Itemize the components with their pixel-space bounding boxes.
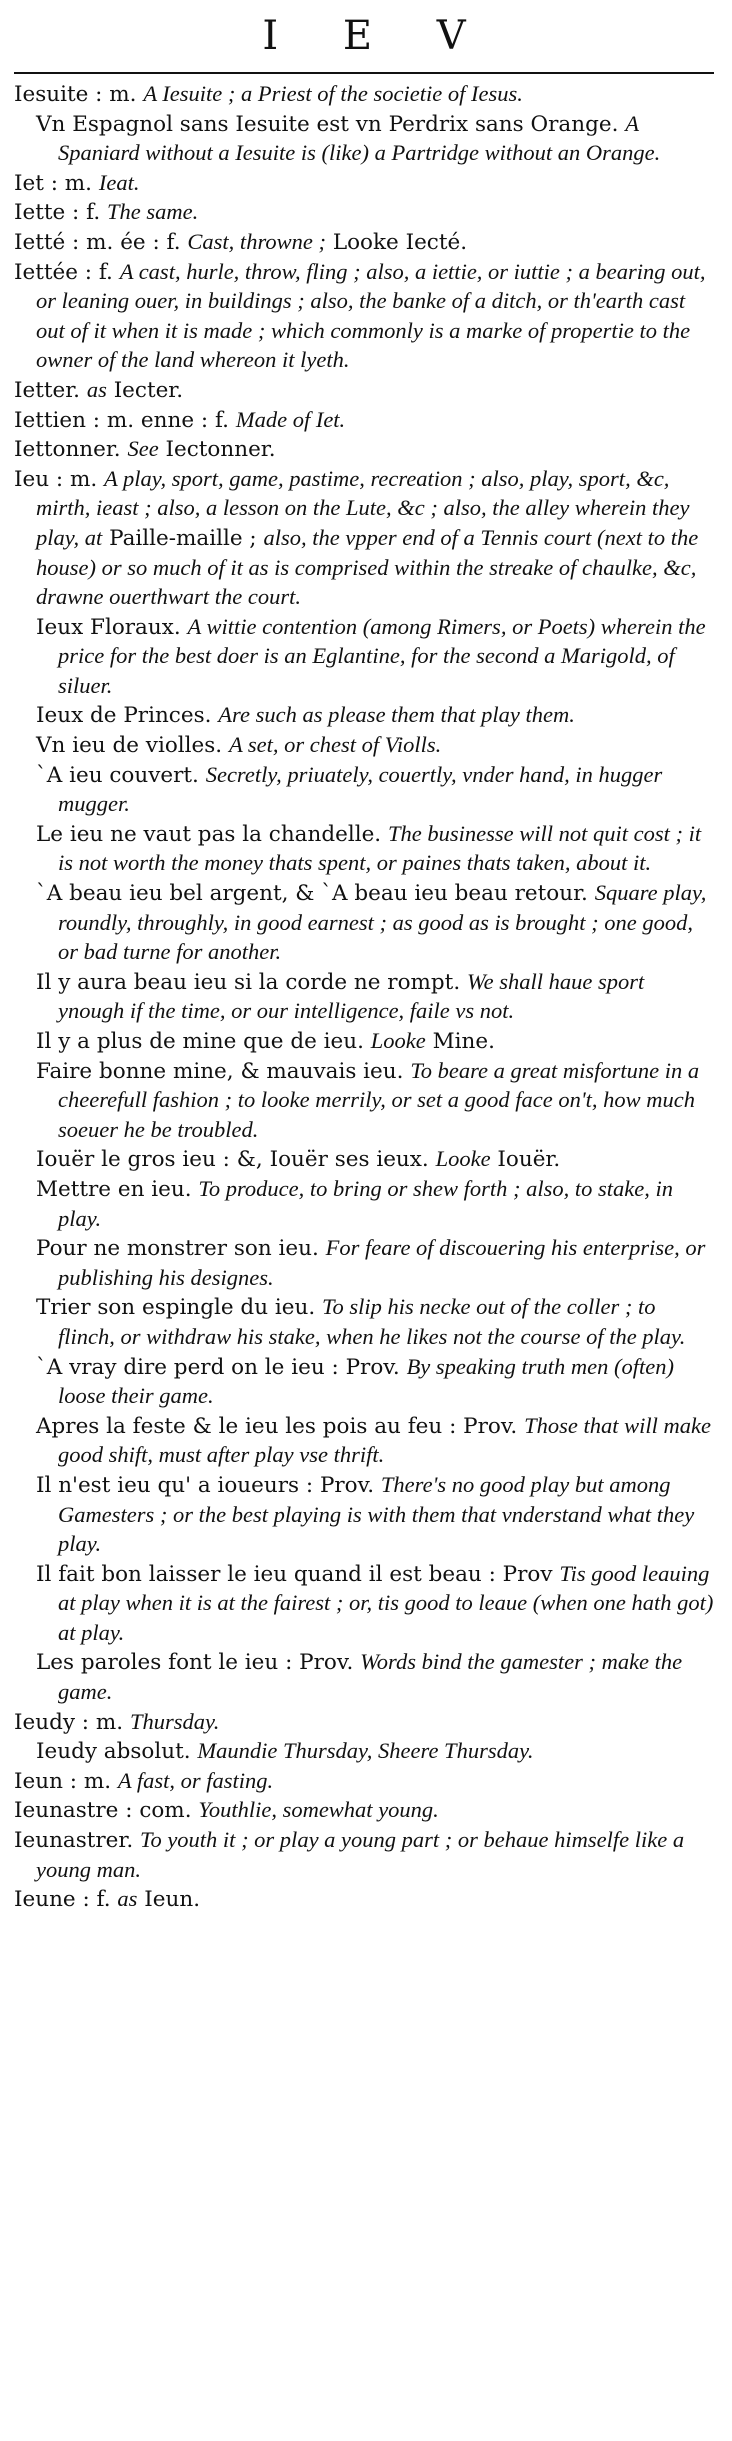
headword: Pour ne monstrer son ieu. (36, 1236, 319, 1262)
definition: as (117, 1886, 138, 1912)
headword: Iette : f. (14, 200, 101, 226)
headword: Il n'est ieu qu' a ioueurs : Prov. (36, 1472, 375, 1498)
headword: Ieune : f. (14, 1887, 111, 1913)
cross-reference: Iouër. (497, 1147, 561, 1173)
sub-entry (14, 1027, 714, 1057)
definition: To slip his necke out of the coller ; to flinch, or withdraw his stake, when he likes not the course of the play. (58, 1294, 686, 1349)
definition: A Spaniard without a Iesuite is (like) a Partridge without an Orange. (58, 110, 661, 166)
headword: Il fait bon laisser le ieu quand il est beau : Prov (36, 1561, 553, 1587)
headword: Apres la feste & le ieu les pois au feu : Prov. (36, 1413, 518, 1439)
headword: Iesuite : m. (14, 82, 137, 107)
cross-reference: Looke Iecté. (332, 229, 468, 255)
definition: For feare of discouering his enterprise, or publishing his designes. (58, 1235, 706, 1290)
definition: The businesse will not quit cost ; it is not worth the money thats spent, or paines thats taken, about it. (58, 820, 702, 876)
header-rule (14, 72, 714, 74)
headword: Ietter. (14, 377, 80, 403)
headword: Faire bonne mine, & mauvais ieu. (36, 1058, 404, 1084)
definition: Tis good leauing at play when it is at the fairest ; or, tis good to leaue (when one hath got) at play. (58, 1560, 714, 1645)
definition: To youth it ; or play a young part ; or behaue himselfe like a young man. (36, 1827, 685, 1882)
dictionary-entry (14, 198, 714, 228)
headword: Mettre en ieu. (36, 1176, 192, 1202)
headword: `A vray dire perd on le ieu : Prov. (36, 1354, 400, 1380)
definition: Those that will make good shift, must after play vse thrift. (58, 1412, 711, 1468)
definition: We shall haue sport ynough if the time, or our intelligence, faile vs not. (58, 968, 645, 1024)
dictionary-entry (14, 1708, 714, 1738)
cross-reference: Iectonner. (165, 437, 276, 463)
sub-entry (14, 110, 714, 169)
headword: Il y a plus de mine que de ieu. (36, 1029, 364, 1054)
definition: Ieat. (98, 169, 140, 195)
dictionary-entry (14, 169, 714, 199)
sub-entry (14, 1175, 714, 1234)
headword: Vn Espagnol sans Iesuite est vn Perdrix sans Orange. (36, 111, 619, 137)
definition: The same. (107, 199, 199, 225)
definition-continued: also, the vpper end of a Tennis court (next to the house) or so much of it as is comprised within the streake of chaulke, &c, drawne ouerthwart the court. (36, 524, 699, 610)
sub-entry (14, 761, 714, 820)
definition: as (86, 376, 107, 402)
definition: A wittie contention (among Rimers, or Poets) wherein the price for the best doer is an Eglantine, for the second a Marigold, of siluer. (58, 613, 706, 698)
definition: Thursday. (129, 1708, 220, 1734)
definition: There's no good play but among Gamesters ; or the best playing is with them that vnderstand what they play. (58, 1471, 695, 1557)
headword: Trier son espingle du ieu. (36, 1295, 316, 1321)
definition: To beare a great misfortune in a cheerefull fashion ; to looke merrily, or set a good face on't, how much soeuer he be troubled. (58, 1057, 700, 1142)
sub-entry (14, 1057, 714, 1146)
sub-entry (14, 1293, 714, 1352)
cross-reference: Paille-maille ; (109, 525, 257, 551)
headword: Ieu : m. (14, 466, 98, 492)
headword: Iet : m. (14, 170, 92, 196)
dictionary-entry (14, 228, 714, 258)
headword: Le ieu ne vaut pas la chandelle. (36, 821, 382, 847)
sub-entry (14, 1471, 714, 1560)
sub-entry (14, 1412, 714, 1471)
headword: Ieudy : m. (14, 1709, 124, 1735)
headword: Vn ieu de violles. (36, 733, 223, 759)
definition: Secretly, priuately, couertly, vnder hand, in hugger mugger. (58, 761, 663, 817)
headword: Ieunastrer. (14, 1828, 134, 1854)
headword: `A beau ieu bel argent, & `A beau ieu beau retour. (36, 881, 588, 907)
dictionary-entry (14, 80, 714, 110)
definition: A fast, or fasting. (117, 1767, 274, 1793)
headword: Les paroles font le ieu : Prov. (36, 1650, 354, 1676)
page-header: I E V (262, 13, 492, 59)
dictionary-entry (14, 1826, 714, 1885)
cross-reference: Mine. (432, 1029, 495, 1054)
definition: See (127, 436, 159, 462)
headword: Il y aura beau ieu si la corde ne rompt. (36, 969, 461, 995)
sub-entry (14, 613, 714, 702)
dictionary-entry (14, 376, 714, 406)
entry-list (14, 80, 714, 1915)
definition: A cast, hurle, throw, fling ; also, a iettie, or iuttie ; a bearing out, or leaning ouer, in buildings ; also, the banke of a ditch, or th'earth cast out of it when it is made ; which commonly is a marke of propertie to the owner of the land whereon it lyeth. (36, 258, 706, 373)
headword: Iettée : f. (14, 259, 113, 285)
dictionary-entry (14, 406, 714, 436)
headword: Ieunastre : com. (14, 1798, 192, 1824)
headword: Ieudy absolut. (36, 1739, 191, 1765)
definition: Looke (370, 1028, 426, 1053)
definition: A Iesuite ; a Priest of the societie of Iesus. (143, 81, 523, 106)
sub-entry (14, 731, 714, 761)
definition: To produce, to bring or shew forth ; also, to stake, in play. (58, 1175, 673, 1231)
sub-entry (14, 879, 714, 968)
definition: Are such as please them that play them. (218, 702, 575, 728)
headword: Ieux Floraux. (36, 614, 181, 640)
headword: Iettonner. (14, 437, 121, 463)
definition: A play, sport, game, pastime, recreation ; also, play, sport, &c, mirth, ieast ; also, a lesson on the Lute, &c ; also, the alley wherein they play, at (36, 465, 690, 550)
dictionary-entry (14, 465, 714, 613)
sub-entry (14, 1145, 714, 1175)
definition: Square play, roundly, throughly, in good earnest ; as good as is brought ; one good, or bad turne for another. (58, 880, 707, 965)
headword: Ieux de Princes. (36, 703, 212, 729)
dictionary-entry (14, 435, 714, 465)
headword: Iettien : m. enne : f. (14, 407, 229, 433)
sub-entry (14, 1353, 714, 1412)
definition: By speaking truth men (often) loose their game. (58, 1353, 674, 1409)
dictionary-entry (14, 1767, 714, 1797)
definition: A set, or chest of Violls. (228, 732, 442, 758)
headword: Ieun : m. (14, 1768, 112, 1794)
definition: Looke (435, 1146, 491, 1172)
sub-entry (14, 701, 714, 731)
definition: Maundie Thursday, Sheere Thursday. (197, 1738, 534, 1764)
sub-entry (14, 1737, 714, 1767)
definition: Youthlie, somewhat young. (198, 1797, 439, 1823)
sub-entry (14, 820, 714, 879)
sub-entry (14, 1560, 714, 1649)
sub-entry (14, 1648, 714, 1707)
dictionary-entry (14, 258, 714, 376)
sub-entry (14, 1234, 714, 1293)
cross-reference: Ieun. (144, 1887, 201, 1913)
definition: Words bind the gamester ; make the game. (58, 1649, 683, 1705)
headword: `A ieu couvert. (36, 762, 199, 788)
cross-reference: Iecter. (113, 377, 184, 403)
dictionary-entry (14, 1885, 714, 1915)
definition: Cast, throwne ; (187, 228, 326, 254)
headword: Iouër le gros ieu : &, Iouër ses ieux. (36, 1147, 429, 1173)
definition: Made of Iet. (235, 406, 346, 432)
dictionary-entry (14, 1796, 714, 1826)
headword: Ietté : m. ée : f. (14, 229, 181, 255)
sub-entry (14, 968, 714, 1027)
